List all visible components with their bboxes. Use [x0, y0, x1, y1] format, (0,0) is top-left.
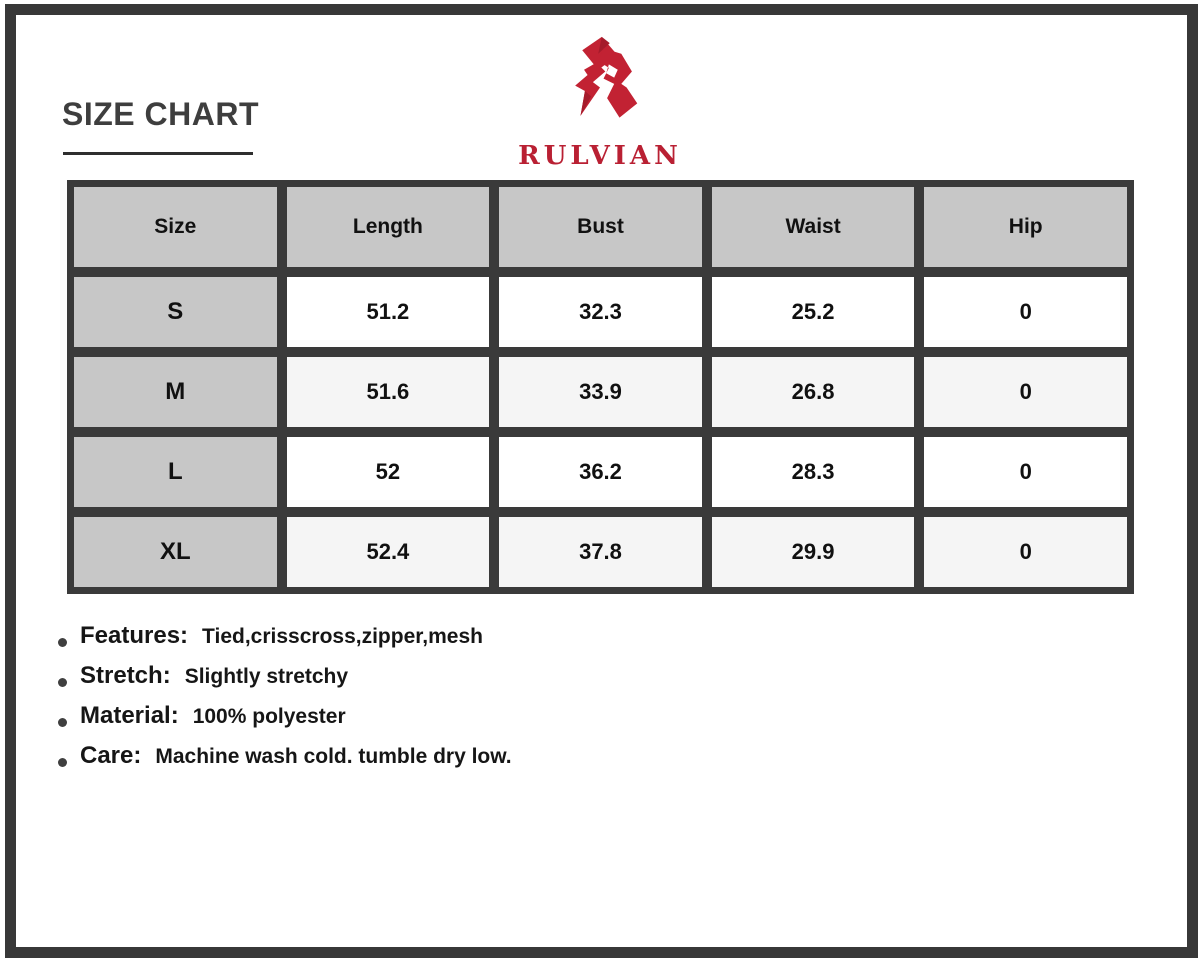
- detail-features: [58, 622, 512, 662]
- row-l-waist: 28.3: [712, 437, 915, 507]
- bullet-dot-icon: [58, 678, 67, 687]
- row-xl-waist: 29.9: [712, 517, 915, 587]
- detail-label: Stretch:: [80, 662, 171, 689]
- size-chart-title: SIZE CHART: [62, 96, 259, 132]
- rulvian-r-monogram-icon: [554, 36, 646, 138]
- detail-label: Features:: [80, 622, 189, 649]
- row-s-length: 51.2: [287, 277, 490, 347]
- detail-value: 100% polyester: [192, 705, 346, 728]
- bullet-dot-icon: [58, 638, 67, 647]
- detail-material: [58, 702, 512, 742]
- column-header-hip: Hip: [924, 187, 1127, 267]
- bullet-dot-icon: [58, 758, 67, 767]
- detail-stretch: [58, 662, 512, 702]
- row-l-size: L: [74, 437, 277, 507]
- row-m-length: 51.6: [287, 357, 490, 427]
- row-m-bust: 33.9: [499, 357, 702, 427]
- detail-label: Material:: [80, 702, 179, 729]
- brand-logo: [470, 36, 730, 171]
- row-xl-bust: 37.8: [499, 517, 702, 587]
- row-m-waist: 26.8: [712, 357, 915, 427]
- detail-label: Care:: [80, 742, 142, 769]
- row-l-length: 52: [287, 437, 490, 507]
- detail-value: Tied,crisscross,zipper,mesh: [202, 625, 483, 648]
- row-xl-hip: 0: [924, 517, 1127, 587]
- row-xl-length: 52.4: [287, 517, 490, 587]
- row-l-bust: 36.2: [499, 437, 702, 507]
- detail-value: Slightly stretchy: [184, 665, 349, 688]
- detail-care: [58, 742, 512, 782]
- row-m-size: M: [74, 357, 277, 427]
- row-m-hip: 0: [924, 357, 1127, 427]
- column-header-bust: Bust: [499, 187, 702, 267]
- row-s-size: S: [74, 277, 277, 347]
- column-header-length: Length: [287, 187, 490, 267]
- column-header-size: Size: [74, 187, 277, 267]
- row-xl-size: XL: [74, 517, 277, 587]
- detail-value: Machine wash cold. tumble dry low.: [155, 745, 512, 768]
- brand-wordmark: RULVIAN: [518, 141, 682, 171]
- row-s-hip: 0: [924, 277, 1127, 347]
- product-details-list: [58, 622, 512, 782]
- row-s-bust: 32.3: [499, 277, 702, 347]
- column-header-waist: Waist: [712, 187, 915, 267]
- row-s-waist: 25.2: [712, 277, 915, 347]
- title-underline: [63, 152, 253, 155]
- bullet-dot-icon: [58, 718, 67, 727]
- size-chart-table: [67, 180, 1134, 594]
- row-l-hip: 0: [924, 437, 1127, 507]
